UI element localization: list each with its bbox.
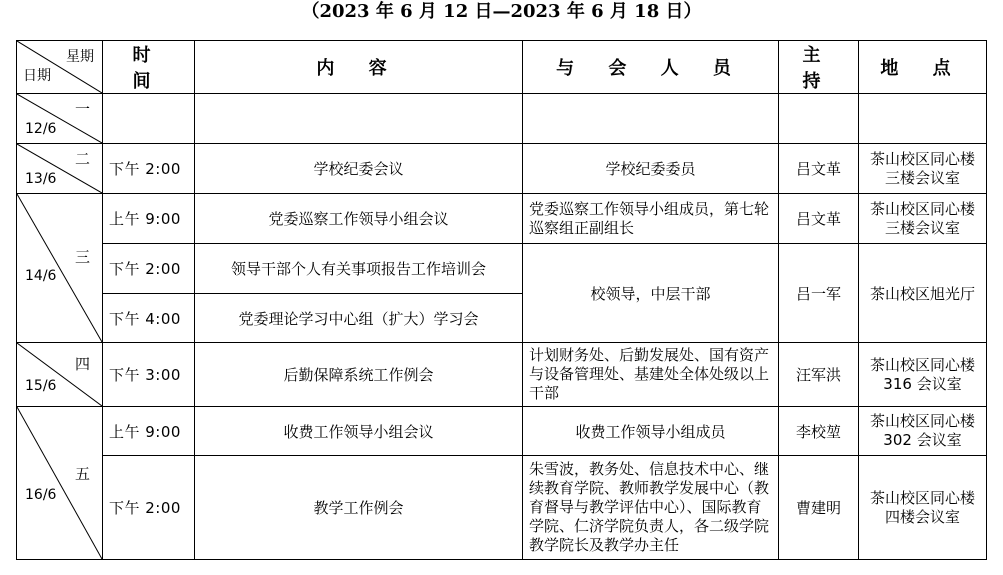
date-label: 12/6 [25, 121, 57, 137]
content-cell: 学校纪委会议 [195, 144, 523, 194]
weekday-header: 星期 [66, 49, 94, 65]
empty-cell [779, 94, 859, 144]
date-cell [17, 343, 103, 407]
date-label: 13/6 [25, 171, 57, 187]
place-cell: 茶山校区同心楼 316 会议室 [859, 343, 987, 407]
time-cell: 下午 2:00 [103, 456, 195, 560]
table-row [17, 456, 987, 560]
time-cell: 下午 2:00 [103, 244, 195, 294]
table-row [17, 144, 987, 194]
attendees-cell: 计划财务处、后勤发展处、国有资产与设备管理处、基建处全体处级以上干部 [523, 343, 779, 407]
time-cell: 下午 4:00 [103, 294, 195, 343]
content-header: 内 容 [195, 41, 523, 94]
header-row [17, 41, 987, 94]
page-title: （2023 年 6 月 12 日—2023 年 6 月 18 日） [301, 1, 702, 22]
attendees-cell: 党委巡察工作领导小组成员，第七轮巡察组正副组长 [523, 194, 779, 244]
table-row [17, 407, 987, 456]
time-cell: 上午 9:00 [103, 194, 195, 244]
place-cell: 茶山校区同心楼三楼会议室 [859, 194, 987, 244]
empty-cell [523, 94, 779, 144]
date-label: 14/6 [25, 268, 57, 284]
attendees-cell: 校领导，中层干部 [523, 244, 779, 343]
time-header: 时 间 [103, 41, 195, 94]
date-label: 16/6 [25, 487, 57, 503]
content-cell: 收费工作领导小组会议 [195, 407, 523, 456]
host-header: 主 持 [779, 41, 859, 94]
empty-cell [859, 94, 987, 144]
content-cell: 领导干部个人有关事项报告工作培训会 [195, 244, 523, 294]
content-cell: 教学工作例会 [195, 456, 523, 560]
empty-cell [195, 94, 523, 144]
weekday-label: 三 [74, 248, 90, 266]
host-cell: 吕文革 [779, 194, 859, 244]
content-cell: 党委巡察工作领导小组会议 [195, 194, 523, 244]
place-cell: 茶山校区同心楼三楼会议室 [859, 144, 987, 194]
place-cell: 茶山校区同心楼四楼会议室 [859, 456, 987, 560]
attendees-cell: 学校纪委委员 [523, 144, 779, 194]
host-cell: 曹建明 [779, 456, 859, 560]
date-label: 15/6 [25, 378, 57, 394]
host-cell: 吕文革 [779, 144, 859, 194]
date-cell [17, 194, 103, 343]
place-header: 地 点 [859, 41, 987, 94]
time-cell: 下午 2:00 [103, 144, 195, 194]
date-header: 日期 [23, 68, 51, 84]
weekday-label: 一 [74, 100, 90, 118]
host-cell: 李校堃 [779, 407, 859, 456]
attendees-header: 与 会 人 员 [523, 41, 779, 94]
schedule-table [16, 40, 987, 560]
weekday-label: 五 [74, 465, 90, 483]
table-row [17, 194, 987, 244]
date-cell [17, 407, 103, 560]
content-cell: 党委理论学习中心组（扩大）学习会 [195, 294, 523, 343]
empty-cell [103, 94, 195, 144]
content-cell: 后勤保障系统工作例会 [195, 343, 523, 407]
date-cell [17, 144, 103, 194]
host-cell: 汪军洪 [779, 343, 859, 407]
table-row [17, 94, 987, 144]
weekday-label: 四 [74, 355, 90, 373]
attendees-cell: 收费工作领导小组成员 [523, 407, 779, 456]
date-cell [17, 94, 103, 144]
time-cell: 下午 3:00 [103, 343, 195, 407]
host-cell: 吕一军 [779, 244, 859, 343]
attendees-cell: 朱雪波，教务处、信息技术中心、继续教育学院、教师教学发展中心（教育督导与教学评估中心）、国际教育学院、仁济学院负责人，各二级学院教学院长及教学办主任 [523, 456, 779, 560]
place-cell: 茶山校区旭光厅 [859, 244, 987, 343]
table-row [17, 343, 987, 407]
time-cell: 上午 9:00 [103, 407, 195, 456]
place-cell: 茶山校区同心楼 302 会议室 [859, 407, 987, 456]
corner-header-cell [17, 41, 103, 94]
table-row [17, 244, 987, 294]
weekday-label: 二 [74, 150, 90, 168]
